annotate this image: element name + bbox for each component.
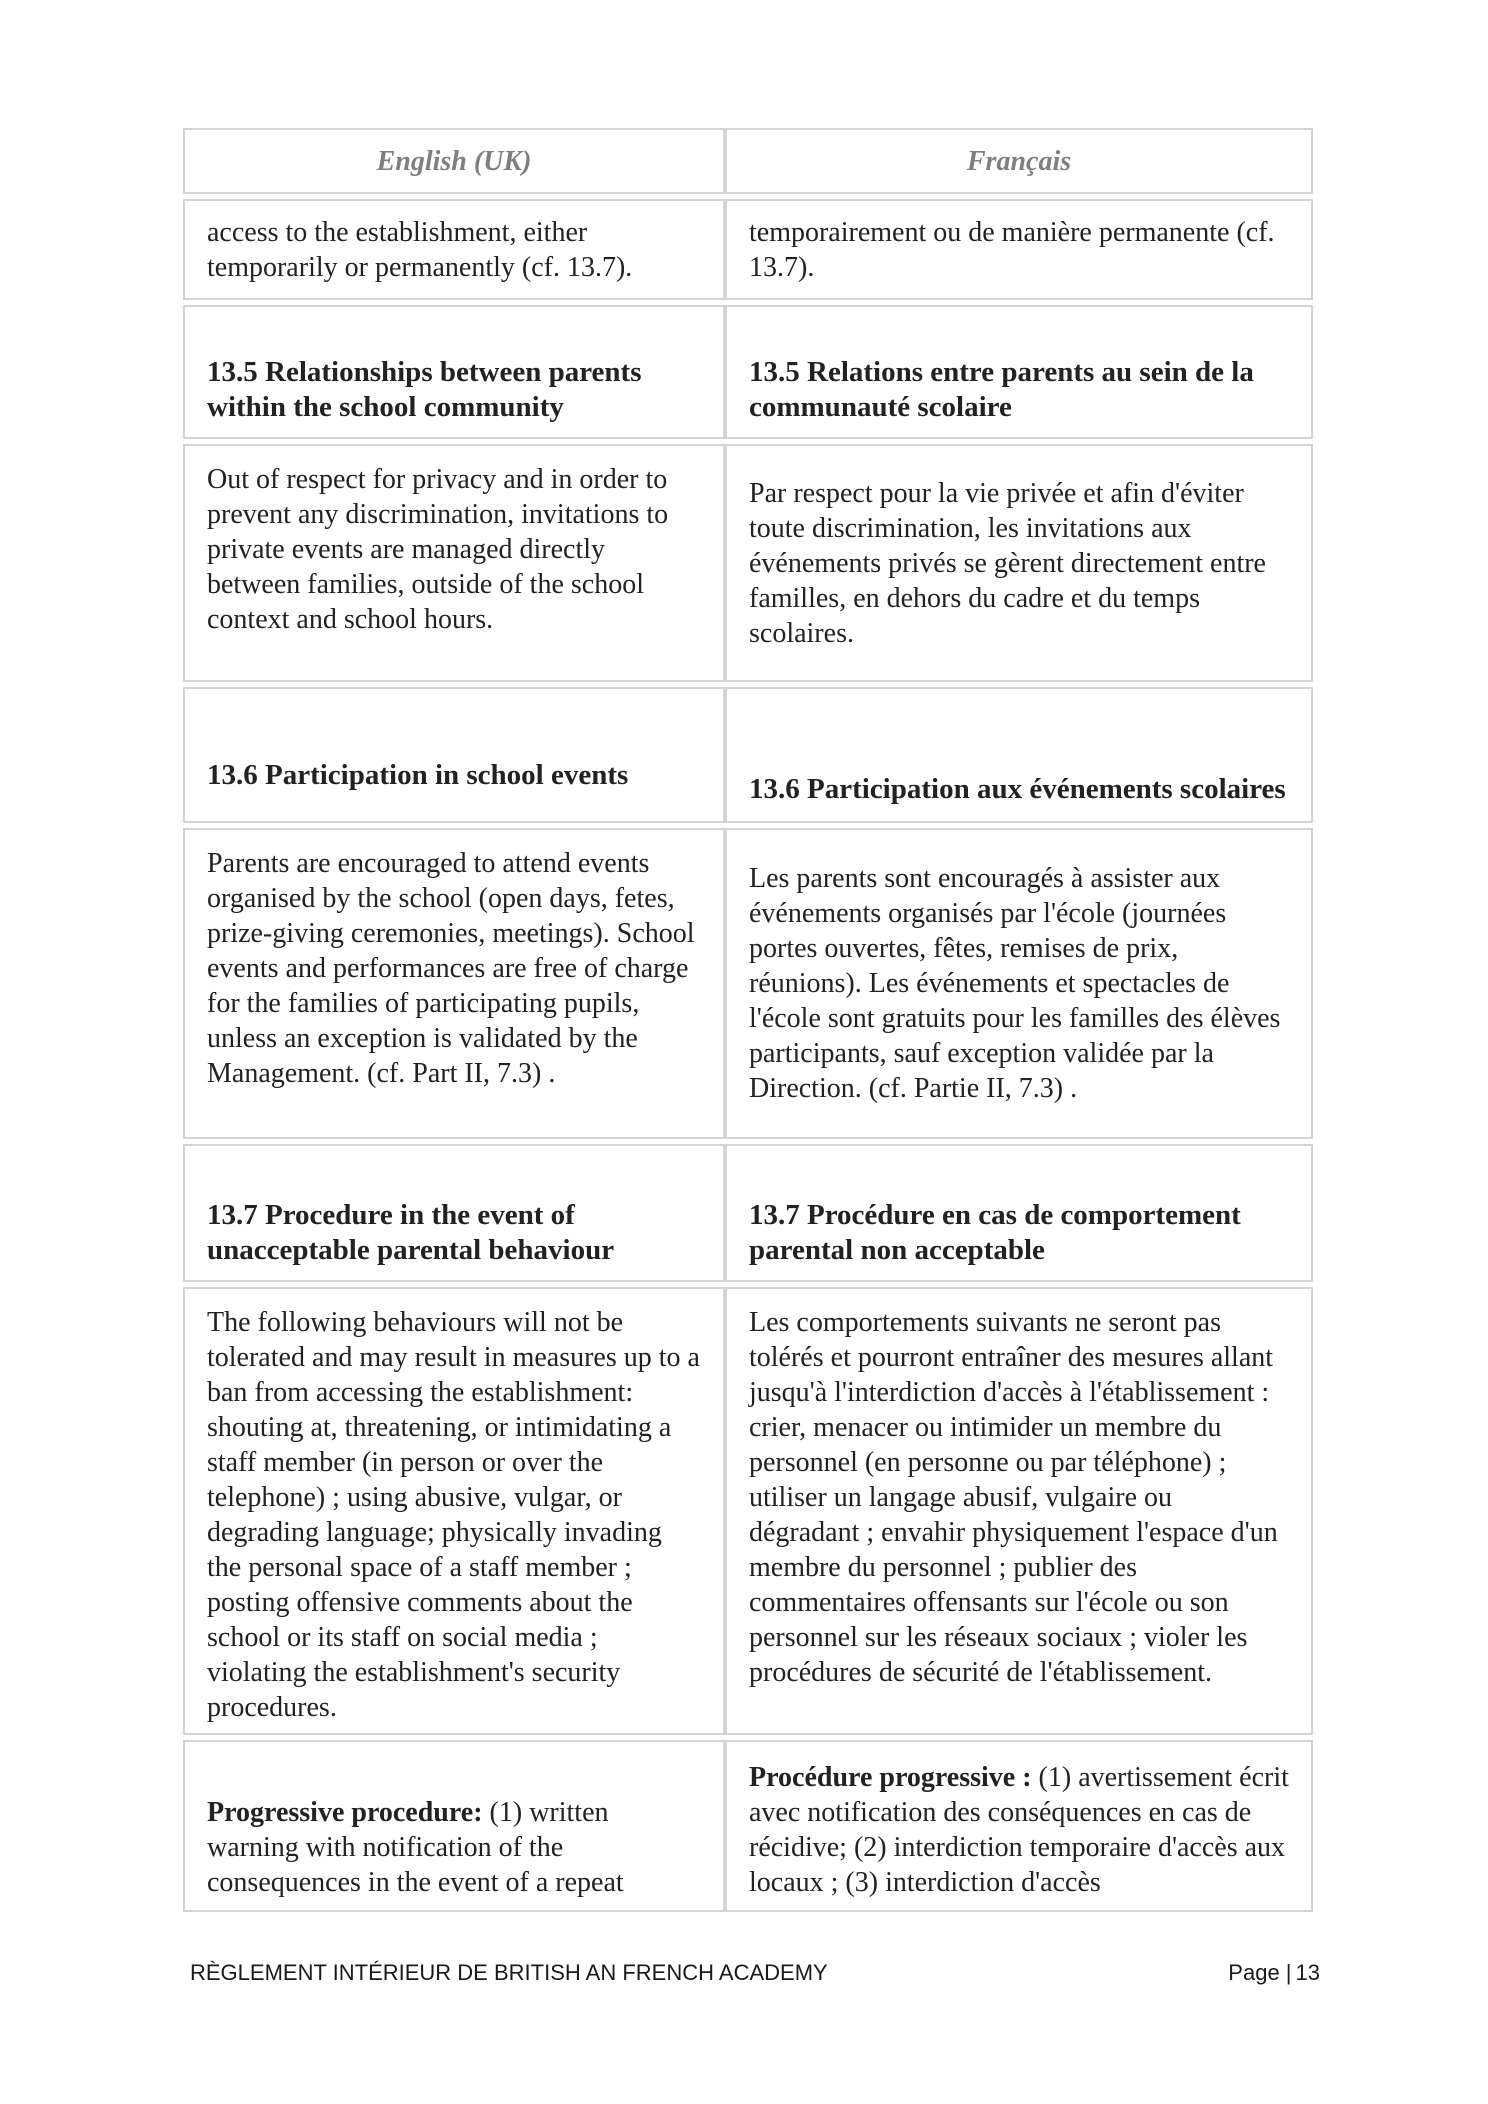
table-row <box>183 1740 1313 1912</box>
footer-title: RÈGLEMENT INTÉRIEUR DE BRITISH AN FRENCH ACADEMY <box>190 1960 828 1985</box>
cell-french <box>725 828 1313 1139</box>
bilingual-table <box>183 128 1313 1917</box>
table-row <box>183 199 1313 300</box>
column-header-french: Français <box>725 128 1313 194</box>
cell-text: temporairement ou de manière permanente (cf. 13.7). <box>749 216 1275 283</box>
cell-text: Les comportements suivants ne seront pas tolérés et pourront entraîner des mesures allant jusqu'à l'interdiction d'accès à l'établissement : crier, menacer ou intimider un membre du personnel (en personne ou par téléphone) ; utiliser un langage abusif, vulgaire ou dégradant ; envahir physiquement l'espace d'un membre du personnel ; publier des commentaires offensants sur l'école ou son personnel sur les réseaux sociaux ; violer les procédures de sécurité de l'établissement. <box>749 1307 1278 1688</box>
section-heading: 13.5 Relations entre parents au sein de la communauté scolaire <box>749 356 1254 423</box>
cell-french <box>725 1144 1313 1282</box>
bold-lead-text: Progressive procedure: <box>207 1797 483 1828</box>
table-row <box>183 828 1313 1139</box>
table-row <box>183 687 1313 823</box>
section-heading: 13.5 Relationships between parents within the school community <box>207 356 642 423</box>
cell-english <box>183 687 725 823</box>
table-row <box>183 305 1313 439</box>
cell-english <box>183 199 725 300</box>
section-heading: 13.7 Procedure in the event of unacceptable parental behaviour <box>207 1199 615 1266</box>
cell-english <box>183 1740 725 1912</box>
cell-text: Les parents sont encouragés à assister aux événements organisés par l'école (journées portes ouvertes, fêtes, remises de prix, réunions). Les événements et spectacles de l'école sont gratuits pour les familles des élèves participants, sauf exception validée par la Direction. (cf. Partie II, 7.3) . <box>749 863 1281 1104</box>
cell-text <box>207 1795 701 1900</box>
table-row <box>183 1144 1313 1282</box>
table-row <box>183 1287 1313 1735</box>
section-heading: 13.6 Participation aux événements scolaires <box>749 773 1286 805</box>
cell-text: Par respect pour la vie privée et afin d'éviter toute discrimination, les invitations aux événements privés se gèrent directement entre familles, en dehors du cadre et du temps scolaires. <box>749 477 1266 649</box>
bold-lead-text: Procédure progressive : <box>749 1762 1032 1793</box>
cell-text-rest: (1) written warning with notification of the consequences in the event of a repeat <box>207 1797 624 1898</box>
table-row <box>183 444 1313 682</box>
page-label: Page | <box>1228 1960 1292 1985</box>
cell-text-rest: (1) avertissement écrit avec notification des conséquences en cas de récidive; (2) interdiction temporaire d'accès aux locaux ; (3) interdiction d'accès <box>749 1762 1289 1898</box>
cell-english <box>183 828 725 1139</box>
cell-text: Parents are encouraged to attend events organised by the school (open days, fetes, prize-giving ceremonies, meetings). School events and performances are free of charge for the families of participating pupils, unless an exception is validated by the Management. (cf. Part II, 7.3) . <box>207 848 695 1089</box>
cell-french <box>725 687 1313 823</box>
cell-french <box>725 1287 1313 1735</box>
page-number <box>1224 1960 1320 1986</box>
cell-english <box>183 444 725 682</box>
cell-french <box>725 305 1313 439</box>
cell-english <box>183 1287 725 1735</box>
cell-english <box>183 1144 725 1282</box>
cell-text: access to the establishment, either temporarily or permanently (cf. 13.7). <box>207 216 633 283</box>
page-number-value: 13 <box>1295 1960 1320 1985</box>
cell-text: Out of respect for privacy and in order to prevent any discrimination, invitations to private events are managed directly between families, outside of the school context and school hours. <box>207 464 669 635</box>
cell-french <box>725 444 1313 682</box>
cell-text <box>749 1760 1289 1900</box>
section-heading: 13.6 Participation in school events <box>207 759 629 791</box>
page-footer <box>190 1960 1320 1986</box>
cell-french <box>725 199 1313 300</box>
cell-text: The following behaviours will not be tolerated and may result in measures up to a ban from accessing the establishment: shouting at, threatening, or intimidating a staff member (in person or over the telephone) ; using abusive, vulgar, or degrading language; physically invading the personal space of a staff member ; posting offensive comments about the school or its staff on social media ; violating the establishment's security procedures. <box>207 1307 700 1723</box>
cell-english <box>183 305 725 439</box>
column-header-english: English (UK) <box>183 128 725 194</box>
section-heading: 13.7 Procédure en cas de comportement parental non acceptable <box>749 1199 1241 1266</box>
cell-french <box>725 1740 1313 1912</box>
table-header-row <box>183 128 1313 194</box>
